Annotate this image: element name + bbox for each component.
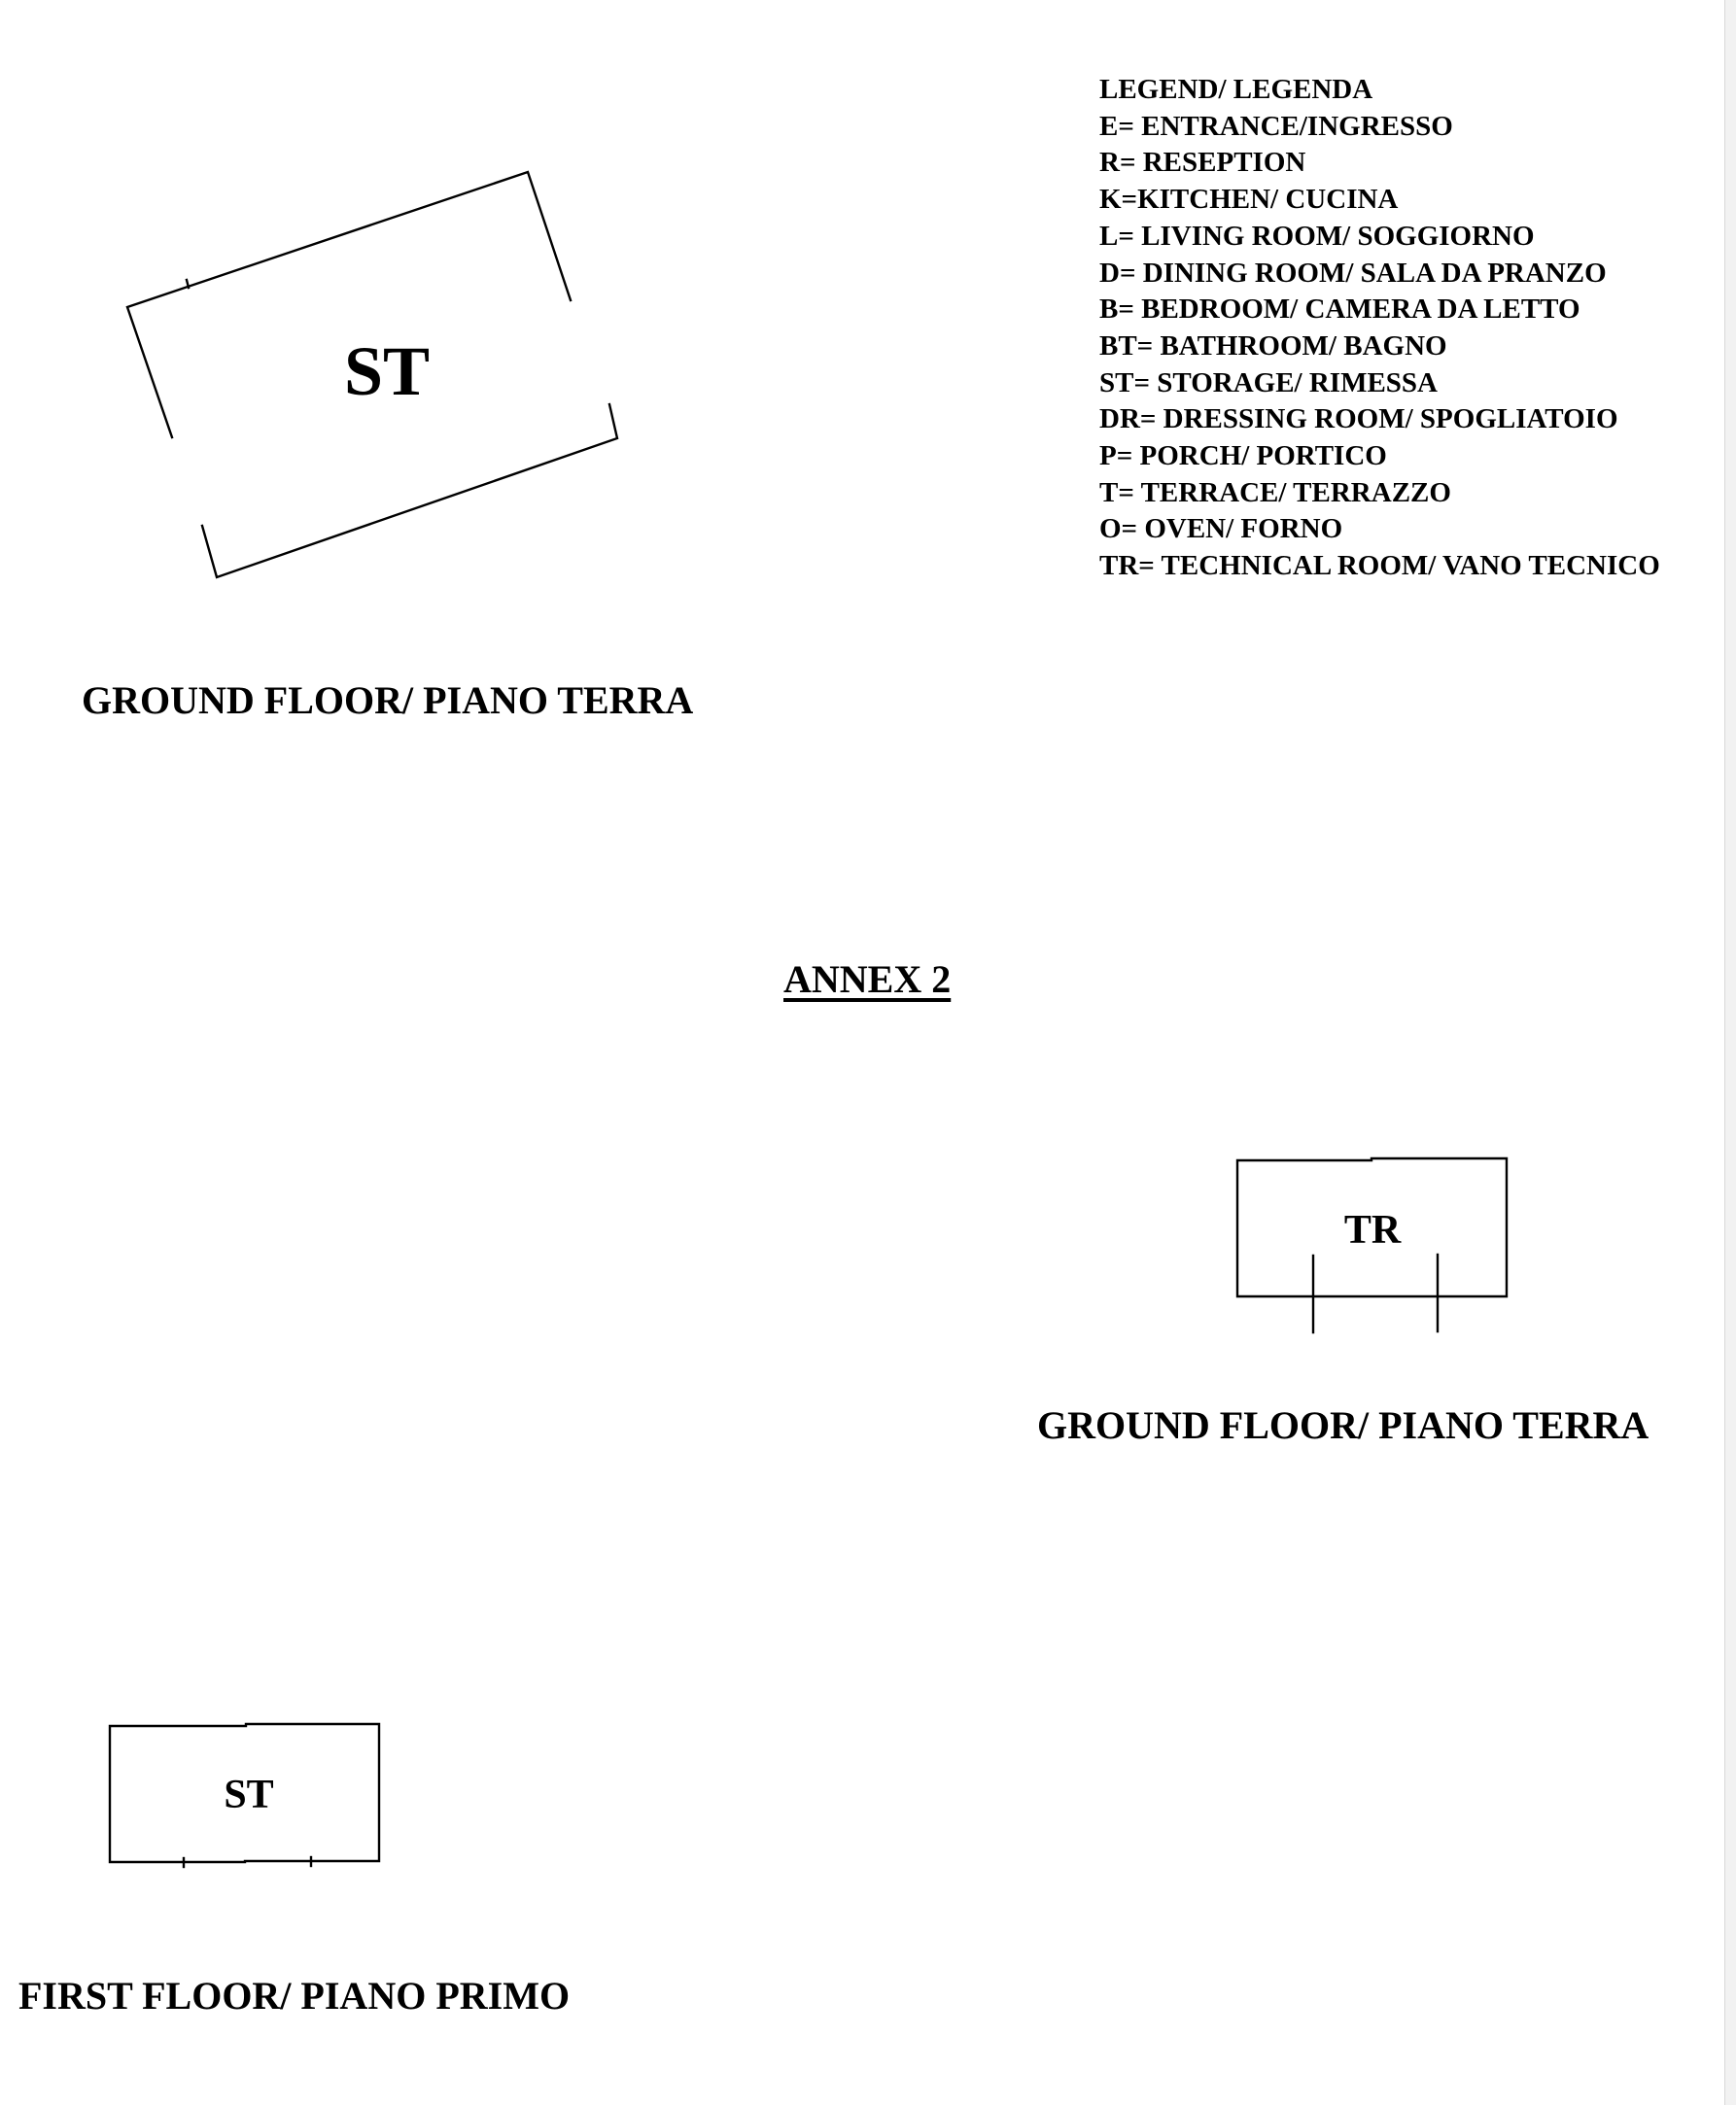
technical-ground-room-label: TR (1343, 1208, 1402, 1253)
scrollbar-track[interactable] (1724, 0, 1736, 2105)
legend-item: DR= DRESSING ROOM/ SPOGLIATOIO (1099, 403, 1618, 435)
legend-item: R= RESEPTION (1099, 147, 1306, 179)
storage-first-floor-label: FIRST FLOOR/ PIANO PRIMO (18, 1974, 571, 2018)
storage-ground-wall-bottom (202, 404, 617, 577)
legend-item: O= OVEN/ FORNO (1099, 513, 1343, 545)
legend-title: LEGEND/ LEGENDA (1099, 74, 1373, 105)
storage-first-room-label: ST (224, 1773, 274, 1817)
storage-ground-floor-label: GROUND FLOOR/ PIANO TERRA (82, 678, 694, 722)
legend-item: B= BEDROOM/ CAMERA DA LETTO (1099, 293, 1580, 326)
storage-ground-plan (127, 172, 617, 577)
storage-first-plan (110, 1724, 379, 1867)
legend-item: L= LIVING ROOM/ SOGGIORNO (1099, 220, 1535, 252)
legend-item: E= ENTRANCE/INGRESSO (1099, 110, 1453, 142)
legend-item: TR= TECHNICAL ROOM/ VANO TECNICO (1099, 550, 1660, 582)
legend (1099, 72, 1660, 585)
legend-item: D= DINING ROOM/ SALA DA PRANZO (1099, 257, 1607, 289)
legend-item: ST= STORAGE/ RIMESSA (1099, 366, 1438, 398)
technical-ground-plan (1237, 1158, 1507, 1332)
legend-item: K=KITCHEN/ CUCINA (1099, 184, 1399, 216)
annex-title: ANNEX 2 (783, 957, 952, 1001)
storage-ground-room-label: ST (343, 332, 431, 410)
legend-item: P= PORCH/ PORTICO (1099, 440, 1387, 472)
legend-item: T= TERRACE/ TERRAZZO (1099, 476, 1451, 508)
technical-ground-floor-label: GROUND FLOOR/ PIANO TERRA (1037, 1403, 1649, 1447)
legend-item: BT= BATHROOM/ BAGNO (1099, 329, 1447, 362)
